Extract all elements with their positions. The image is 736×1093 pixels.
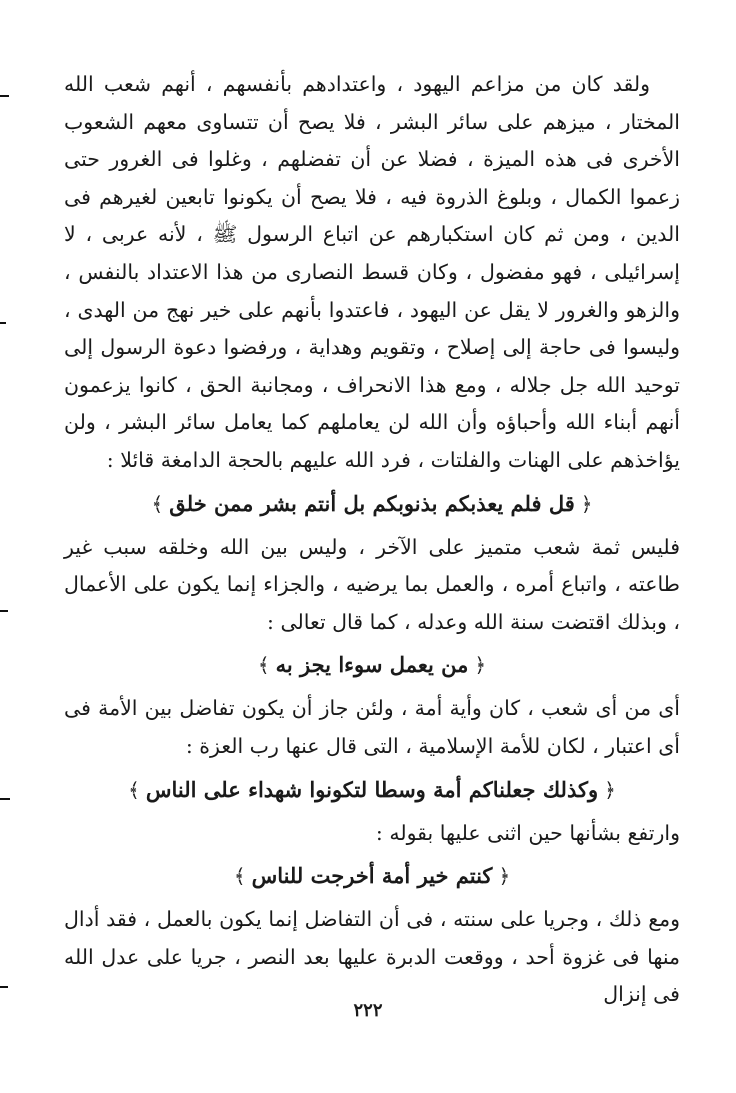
- edge-mark: [0, 798, 10, 800]
- verse-text: قل فلم يعذبكم بذنوبكم بل أنتم بشر ممن خلق: [169, 490, 575, 516]
- page-number: ٢٢٢: [353, 1000, 383, 1021]
- paragraph-1: ولقد كان من مزاعم اليهود ، واعتدادهم بأنفسهم ، أنهم شعب الله المختار ، ميزهم على سائر البشر ، فلا يصح أن تتساوى معهم الشعوب الأخرى فى هذه الميزة ، فضلا عن أن تفضلهم ، وغلوا فى الغرور حتى زعموا الكمال ، وبلوغ الذروة فيه ، فلا يصح أن يكونوا تابعين لغيرهم فى الدين ، ومن ثم كان استكبارهم عن اتباع الرسول ﷺ ، لأنه عربى ، لا إسرائيلى ، فهو مفضول ، وكان قسط النصارى من هذا الاعتداد بالنفس ، والزهو والغرور لا يقل عن اليهود ، فاعتدوا بأنهم على خير نهج من الهدى ، وليسوا فى حاجة إلى إصلاح ، وتقويم وهداية ، ورفضوا دعوة الرسول إلى توحيد الله جل جلاله ، ومع هذا الانحراف ، ومجانبة الحق ، كانوا يزعمون أنهم أبناء الله وأحباؤه وأن الله لن يعاملهم كما يعامل سائر البشر ، ولن يؤاخذهم على الهنات والفلتات ، فرد الله عليهم بالحجة الدامغة قائلا :: [64, 72, 680, 472]
- edge-mark: [0, 322, 6, 324]
- page-body: [64, 66, 680, 1014]
- paragraph-4: وارتفع بشأنها حين اثنى عليها بقوله :: [375, 820, 680, 845]
- verse-close-bracket: ﴾: [233, 864, 246, 889]
- verse-text: كنتم خير أمة أخرجت للناس: [251, 863, 493, 889]
- edge-mark: [0, 95, 9, 97]
- verse-close-bracket: ﴾: [257, 653, 270, 678]
- verse-text: وكذلك جعلناكم أمة وسطا لتكونوا شهداء على الناس: [145, 776, 599, 802]
- paragraph-3: أى من أى شعب ، كان وأية أمة ، ولئن جاز أن يكون تفاضل بين الأمة فى أى اعتبار ، لكان للأمة الإسلامية ، التى قال عنها رب العزة :: [64, 696, 680, 758]
- verse-text: من يعمل سوءا يجز به: [275, 652, 469, 678]
- verse-open-bracket: ﴿: [498, 864, 511, 889]
- quran-verse-4: [64, 855, 680, 897]
- verse-open-bracket: ﴿: [604, 777, 616, 802]
- verse-close-bracket: ﴾: [151, 491, 164, 516]
- quran-verse-3: [64, 769, 680, 811]
- paragraph-2: فليس ثمة شعب متميز على الآخر ، وليس بين الله وخلقه سبب غير طاعته ، واتباع أمره ، والعمل بما يرضيه ، والجزاء إنما يكون على الأعمال ، وبذلك اقتضت سنة الله وعدله ، كما قال تعالى :: [64, 534, 680, 634]
- verse-open-bracket: ﴿: [474, 653, 487, 678]
- paragraph-5: ومع ذلك ، وجريا على سنته ، فى أن التفاضل إنما يكون بالعمل ، فقد أدال منها فى غزوة أحد ، ووقعت الدبرة عليها بعد النصر ، جريا على عدل الله فى إنزال: [64, 907, 680, 1007]
- verse-close-bracket: ﴾: [128, 777, 140, 802]
- quran-verse-1: [64, 483, 680, 525]
- quran-verse-2: [64, 644, 680, 686]
- edge-mark: [0, 610, 8, 612]
- verse-open-bracket: ﴿: [580, 491, 593, 516]
- edge-mark: [0, 986, 8, 988]
